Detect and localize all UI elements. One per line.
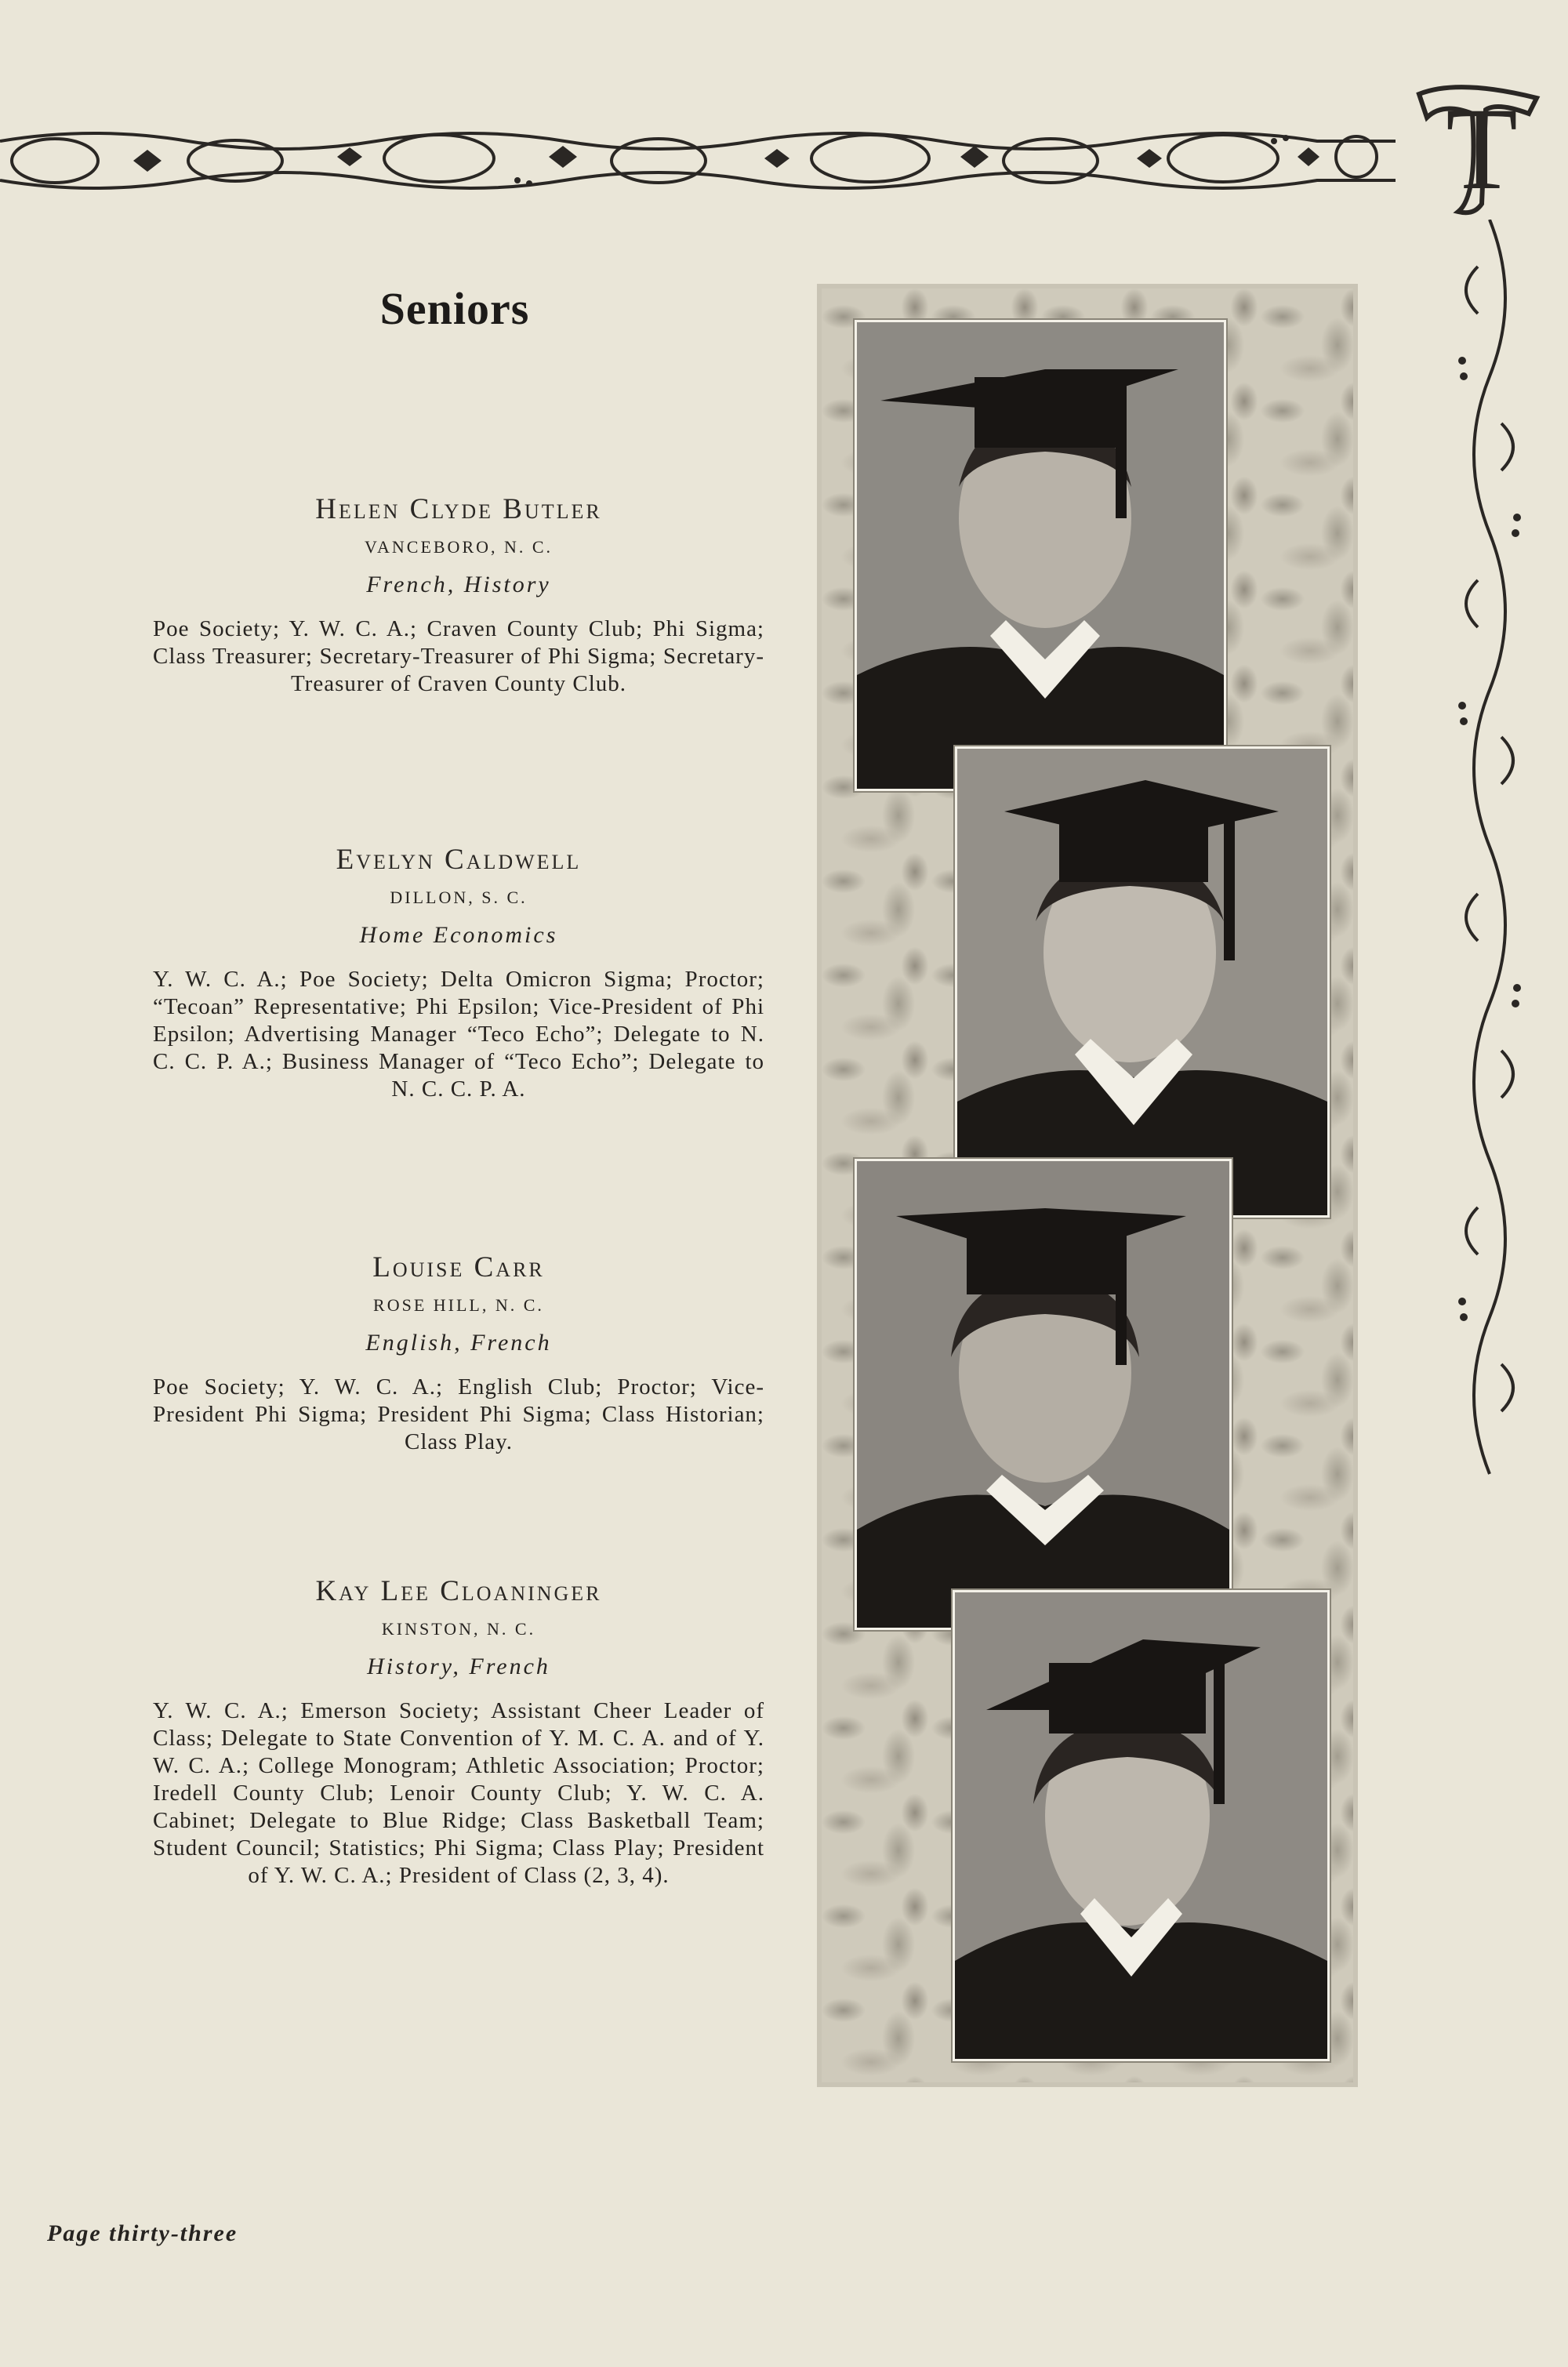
senior-major: English, French [365, 1330, 552, 1356]
portrait-photo-caldwell [955, 746, 1330, 1218]
senior-name: Louise Carr [372, 1251, 545, 1283]
drop-cap-letter-t [1411, 78, 1552, 220]
portrait-photo-carr [855, 1159, 1232, 1630]
senior-name: Kay Lee Cloaninger [315, 1575, 602, 1607]
senior-activities: Poe Society; Y. W. C. A.; English Club; Proctor; Vice-President Phi Sigma; President Phi Sigma; Class Historian; Class Play. [153, 1374, 764, 1454]
portrait-photo-butler [855, 320, 1226, 791]
senior-entry-carr [153, 1251, 764, 1456]
portrait-photo-cloaninger [953, 1590, 1330, 2061]
side-vine-ornament [1446, 220, 1533, 1490]
senior-hometown: VANCEBORO, N. C. [364, 537, 554, 557]
section-title: Seniors [379, 283, 530, 334]
senior-hometown: KINSTON, N. C. [381, 1619, 536, 1639]
senior-entry-cloaninger [153, 1574, 764, 1890]
senior-major: History, French [367, 1654, 550, 1679]
senior-major: French, History [366, 572, 551, 597]
senior-activities: Y. W. C. A.; Poe Society; Delta Omicron Sigma; Proctor; “Tecoan” Representative; Phi Epsilon; Vice-President of Phi Epsilon; Advertising Manager “Teco Echo”; Delegate to N. C. C. P. A.; Business Manager of “Teco Echo”; Delegate to N. C. C. P. A. [153, 967, 764, 1102]
senior-hometown: ROSE HILL, N. C. [373, 1295, 544, 1315]
senior-entry-caldwell [153, 843, 764, 1103]
senior-name: Helen Clyde Butler [315, 493, 602, 525]
senior-major: Home Economics [359, 922, 558, 948]
senior-name: Evelyn Caldwell [336, 844, 582, 876]
page-number-label: Page thirty-three [47, 2220, 238, 2246]
svg-text:T: T [1446, 84, 1518, 214]
senior-entry-butler [153, 492, 764, 698]
senior-activities: Poe Society; Y. W. C. A.; Craven County Club; Phi Sigma; Class Treasurer; Secretary-Treasurer of Phi Sigma; Secretary-Treasurer of Craven County Club. [153, 616, 764, 696]
senior-activities: Y. W. C. A.; Emerson Society; Assistant Cheer Leader of Class; Delegate to State Convention of Y. M. C. A. and of Y. W. C. A.; College Monogram; Athletic Association; Proctor; Iredell County Club; Lenoir County Club; Y. W. C. A. Cabinet; Delegate to Blue Ridge; Class Basketball Team; Student Council; Statistics; Phi Sigma; Class Play; President of Y. W. C. A.; President of Class (2, 3, 4). [153, 1698, 764, 1888]
vine-scroll-header-ornament [0, 110, 1403, 200]
senior-hometown: DILLON, S. C. [390, 888, 528, 907]
